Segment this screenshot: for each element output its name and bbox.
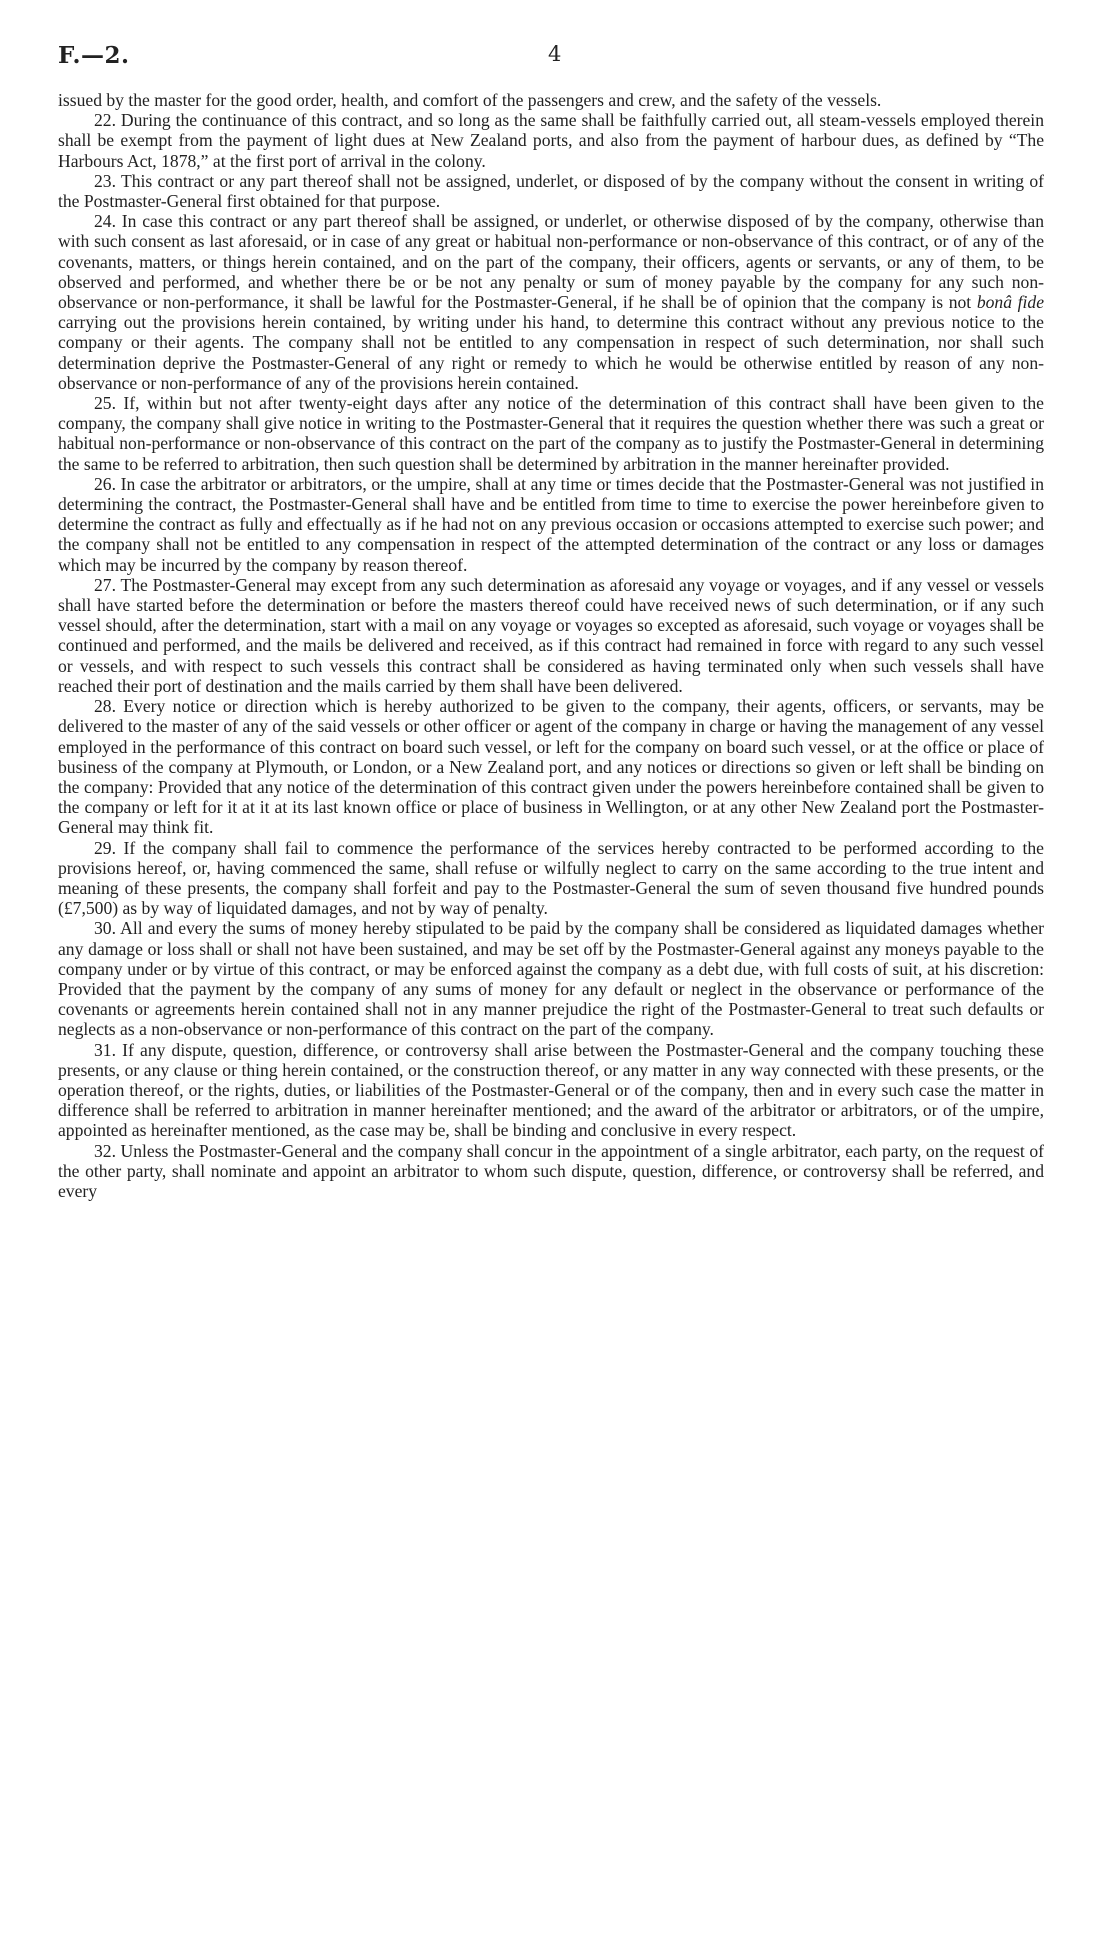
clause-26: 26. In case the arbitrator or arbitrators, or the umpire, shall at any time or times decide that the Postmaster-General was not justified in determining the contract, the Postmaster-General shall have and be entitled from time to time to exercise the power hereinbefore given to determine the contract as fully and effectually as if he had not on any previous occasion or occasions attempted to exercise such power; and the company shall not be entitled to any compensation in respect of the attempted determination of the contract or any loss or damages which may be incurred by the company by reason thereof. <box>58 473 1044 575</box>
clause-24-text-end: carrying out the provisions herein contained, by writing under his hand, to determine this contract without any previous notice to the company or their agents. The company shall not be entitled to any compensation in respect of such determination, nor shall such determination deprive the Postmaster-General of any right or remedy to which he would be otherwise entitled by reason of any non-observance or non-performance of any of the provisions herein contained. <box>58 312 1044 393</box>
clause-32: 32. Unless the Postmaster-General and the company shall concur in the appointment of a single arbitrator, each party, on the request of the other party, shall nominate and appoint an arbitrator to whom such dispute, question, difference, or controversy shall be referred, and every <box>58 1140 1044 1201</box>
clause-24-italic-phrase: bonâ fide <box>976 292 1044 313</box>
paragraph-continuation: issued by the master for the good order, health, and comfort of the passengers and crew, and the safety of the vessels. <box>58 90 882 110</box>
clause-25: 25. If, within but not after twenty-eight days after any notice of the determination of this contract shall have been given to the company, the company shall give notice in writing to the Postmaster-General that it requires the question whether there was such a great or habitual non-performance or non-observance of this contract on the part of the company as to justify the Postmaster-General in determining the same to be referred to arbitration, then such question shall be determined by arbitration in the manner hereinafter provided. <box>58 393 1044 474</box>
clause-28: 28. Every notice or direction which is hereby authorized to be given to the company, their agents, officers, or servants, may be delivered to the master of any of the said vessels or other officer or agent of the company in charge or having the management of any vessel employed in the performance of this contract on board such vessel, or left for the company on board such vessel, or at the office or place of business of the company at Plymouth, or London, or a New Zealand port, and any notices or directions so given or left shall be binding on the company: Provided that any notice of the determination of this contract given under the powers hereinbefore contained shall be given to the company or left for it at it at its last known office or place of business in Wellington, or at any other New Zealand port the Postmaster-General may think fit. <box>58 696 1044 838</box>
clause-24-text-start: 24. In case this contract or any part thereof shall be assigned, or underlet, or otherwise disposed of by the company, otherwise than with such consent as last aforesaid, or in case of any great or habitual non-performance or non-observance of this contract, or of any of the covenants, matters, or things herein contained, and on the part of the company, their officers, agents or servants, or any of them, to be observed and performed, and whether there be or be not any penalty or sum of money payable by the company for any such non-observance or non-performance, it shall be lawful for the Postmaster-General, if he shall be of opinion that the company is not <box>58 211 1044 313</box>
document-reference: F.—2. <box>58 42 130 69</box>
clause-29: 29. If the company shall fail to commence the performance of the services hereby contracted to be performed according to the provisions hereof, or, having commenced the same, shall refuse or wilfully neglect to carry on the same according to the true intent and meaning of these presents, the company shall forfeit and pay to the Postmaster-General the sum of seven thousand five hundred pounds (£7,500) as by way of liquidated damages, and not by way of penalty. <box>58 837 1044 919</box>
clause-22: 22. During the continuance of this contract, and so long as the same shall be faithfully carried out, all steam-vessels employed therein shall be exempt from the payment of light dues at New Zealand ports, and also from the payment of harbour dues, as defined by “The Harbours Act, 1878,” at the first port of arrival in the colony. <box>58 110 1044 171</box>
clause-23: 23. This contract or any part thereof shall not be assigned, underlet, or disposed of by the company without the consent in writing of the Postmaster-General first obtained for that purpose. <box>58 170 1044 212</box>
clause-27: 27. The Postmaster-General may except from any such determination as aforesaid any voyage or voyages, and if any vessel or vessels shall have started before the determination or before the masters thereof could have received news of such determination, or if any such vessel should, after the determination, start with a mail on any voyage or voyages so excepted as aforesaid, such voyage or voyages shall be continued and performed, and the mails be delivered and received, as if this contract had remained in force with regard to any such vessel or vessels, and with respect to such vessels this contract shall be considered as having terminated only when such vessels shall have reached their port of destination and the mails carried by them shall have been delivered. <box>58 574 1044 696</box>
page-number: 4 <box>548 42 562 66</box>
page-header <box>58 38 1044 90</box>
clause-30: 30. All and every the sums of money hereby stipulated to be paid by the company shall be considered as liquidated damages whether any damage or loss shall or shall not have been sustained, and may be set off by the Postmaster-General against any moneys payable to the company under or by virtue of this contract, or may be enforced against the company as a debt due, with full costs of suit, at his discretion: Provided that the payment by the company of any sums of money for any default or neglect in the observance or performance of the covenants or agreements herein contained shall not in any manner prejudice the right of the Postmaster-General to treat such defaults or neglects as a non-observance or non-performance of this contract on the part of the company. <box>58 918 1044 1040</box>
clause-24 <box>58 211 1044 393</box>
clause-31: 31. If any dispute, question, difference, or controversy shall arise between the Postmaster-General and the company touching these presents, or any clause or thing herein contained, or the construction thereof, or any matter in any way connected with these presents, or the operation thereof, or the rights, duties, or liabilities of the Postmaster-General or of the company, then and in every such case the matter in difference shall be referred to arbitration in manner hereinafter mentioned; and the award of the arbitrator or arbitrators, or of the umpire, appointed as hereinafter mentioned, as the case may be, shall be binding and conclusive in every respect. <box>58 1039 1044 1141</box>
document-body <box>58 90 1044 1201</box>
